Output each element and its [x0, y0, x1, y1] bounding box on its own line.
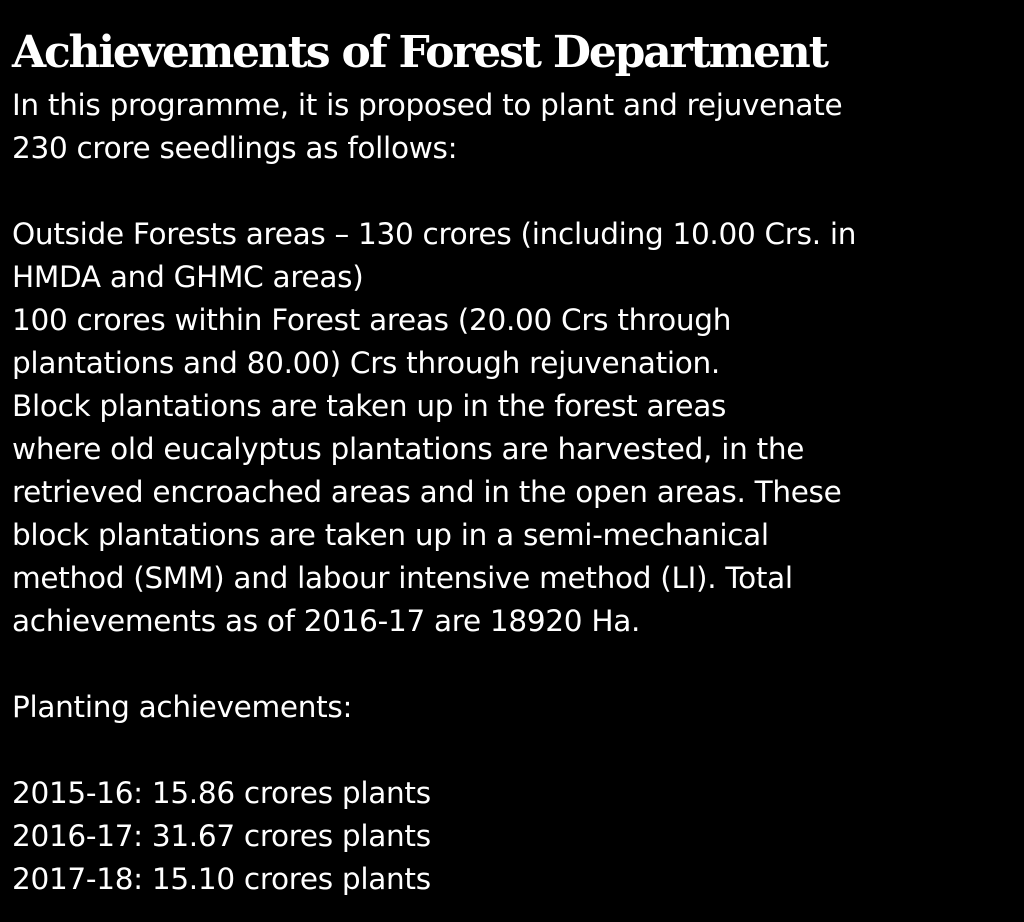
document-body: [12, 84, 1012, 901]
planting-item: 2017-18: 15.10 crores plants: [12, 862, 431, 896]
details-line: where old eucalyptus plantations are harvested, in the: [12, 432, 805, 466]
paragraph-spacer: [12, 729, 1012, 772]
details-line: Outside Forests areas – 130 crores (including 10.00 Crs. in: [12, 217, 857, 251]
details-line: method (SMM) and labour intensive method (LI). Total: [12, 561, 793, 595]
details-line: retrieved encroached areas and in the open areas. These: [12, 475, 842, 509]
intro-line: 230 crore seedlings as follows:: [12, 131, 458, 165]
details-line: HMDA and GHMC areas): [12, 260, 364, 294]
intro-line: In this programme, it is proposed to plant and rejuvenate: [12, 88, 843, 122]
document-page: [12, 22, 1012, 901]
planting-heading: [12, 686, 1012, 729]
details-line: 100 crores within Forest areas (20.00 Crs through: [12, 303, 732, 337]
planting-heading-text: Planting achievements:: [12, 690, 353, 724]
details-line: achievements as of 2016-17 are 18920 Ha.: [12, 604, 641, 638]
planting-item: 2015-16: 15.86 crores plants: [12, 776, 431, 810]
paragraph-spacer: [12, 643, 1012, 686]
planting-list: [12, 772, 1012, 901]
details-line: Block plantations are taken up in the forest areas: [12, 389, 727, 423]
page-title: Achievements of Forest Department: [12, 27, 827, 78]
intro-paragraph: [12, 84, 1012, 170]
planting-item: 2016-17: 31.67 crores plants: [12, 819, 431, 853]
details-paragraph: [12, 213, 1012, 643]
details-line: block plantations are taken up in a semi-mechanical: [12, 518, 769, 552]
paragraph-spacer: [12, 170, 1012, 213]
details-line: plantations and 80.00) Crs through rejuvenation.: [12, 346, 720, 380]
